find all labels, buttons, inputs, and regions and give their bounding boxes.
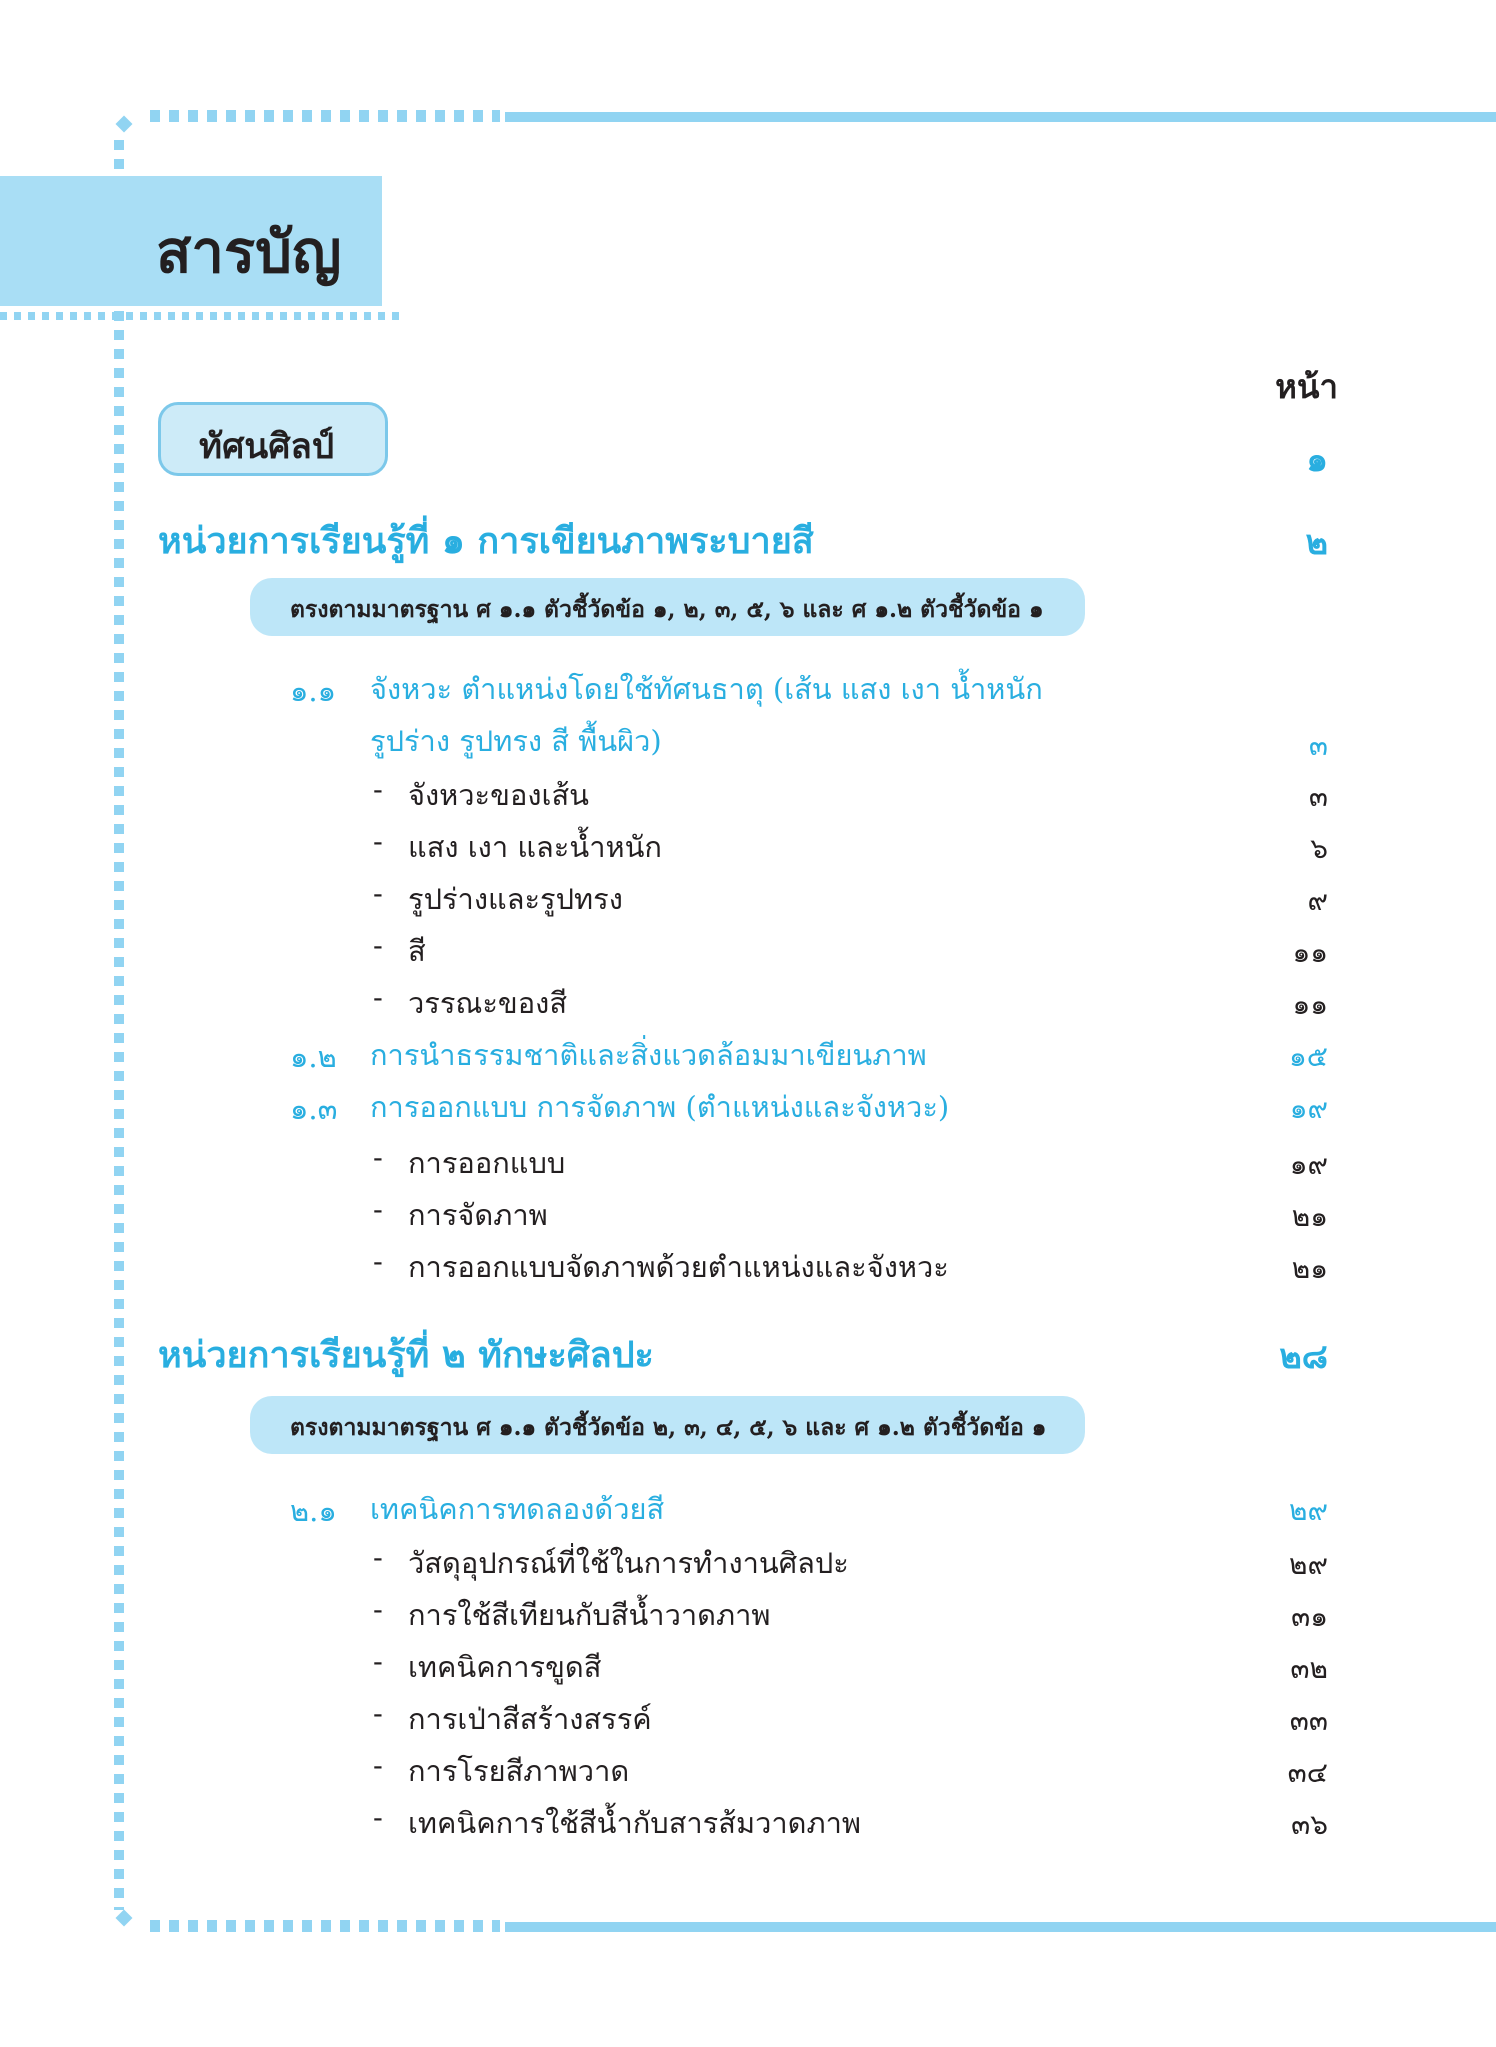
sub-entry: เทคนิคการใช้สีน้ำกับสารส้มวาดภาพ (408, 1806, 861, 1840)
entry-title: เทคนิคการทดลองด้วยสี (370, 1492, 665, 1526)
section-page: ๑ (1306, 440, 1328, 480)
entry-page: ๑๙ (1289, 1092, 1328, 1125)
bullet: - (373, 1800, 383, 1834)
unit-title: หน่วยการเรียนรู้ที่ ๑ การเขียนภาพระบายสี (158, 520, 814, 562)
bullet: - (373, 980, 383, 1014)
title-underline-dots (0, 312, 400, 320)
bullet: - (373, 772, 383, 806)
sub-entry: แสง เงา และน้ำหนัก (408, 830, 662, 864)
section-label: ทัศนศิลป์ (199, 426, 335, 467)
frame-top-line (505, 112, 1496, 122)
frame-corner-bottom (116, 1910, 133, 1927)
bullet: - (373, 928, 383, 962)
sub-entry-page: ๓๔ (1287, 1756, 1328, 1789)
sub-entry: รูปร่างและรูปทรง (408, 882, 623, 916)
unit-page: ๒ (1305, 523, 1328, 563)
bullet: - (373, 1140, 383, 1174)
bullet: - (373, 1696, 383, 1730)
sub-entry: การจัดภาพ (408, 1198, 548, 1232)
entry-number: ๑.๑ (290, 674, 337, 708)
bullet: - (373, 1592, 383, 1626)
sub-entry: การออกแบบ (408, 1146, 566, 1180)
sub-entry-page: ๙ (1307, 884, 1328, 917)
sub-entry: การออกแบบจัดภาพด้วยตำแหน่งและจังหวะ (408, 1250, 949, 1284)
entry-page: ๓ (1308, 729, 1328, 762)
entry-page: ๑๕ (1289, 1040, 1328, 1073)
sub-entry-page: ๓๑ (1291, 1600, 1328, 1633)
sub-entry-page: ๖ (1310, 832, 1328, 865)
sub-entry: การโรยสีภาพวาด (408, 1754, 630, 1788)
sub-entry: การเป่าสีสร้างสรรค์ (408, 1702, 652, 1736)
entry-page: ๒๙ (1289, 1494, 1328, 1527)
frame-left-dots (114, 140, 124, 1910)
entry-title: การนำธรรมชาติและสิ่งแวดล้อมมาเขียนภาพ (370, 1038, 927, 1072)
sub-entry: การใช้สีเทียนกับสีน้ำวาดภาพ (408, 1598, 771, 1632)
frame-bottom-dots (150, 1920, 500, 1932)
frame-bottom-line (505, 1922, 1496, 1932)
frame-corner-top (116, 116, 133, 133)
standard-text: ตรงตามมาตรฐาน ศ ๑.๑ ตัวชี้วัดข้อ ๑, ๒, ๓, ๕, ๖ และ ศ ๑.๒ ตัวชี้วัดข้อ ๑ (290, 596, 1044, 623)
entry-title-continued: รูปร่าง รูปทรง สี พื้นผิว) (370, 724, 662, 758)
unit-page: ๒๘ (1279, 1337, 1328, 1377)
bullet: - (373, 1748, 383, 1782)
entry-number: ๑.๓ (290, 1092, 338, 1126)
bullet: - (373, 824, 383, 858)
standard-pill (250, 1396, 1085, 1454)
entry-title: การออกแบบ การจัดภาพ (ตำแหน่งและจังหวะ) (370, 1090, 950, 1124)
bullet: - (373, 876, 383, 910)
sub-entry: วัสดุอุปกรณ์ที่ใช้ในการทำงานศิลปะ (408, 1546, 849, 1580)
bullet: - (373, 1540, 383, 1574)
sub-entry-page: ๑๑ (1292, 988, 1328, 1021)
bullet: - (373, 1192, 383, 1226)
entry-number: ๑.๒ (290, 1040, 337, 1074)
page-title: สารบัญ (156, 218, 342, 286)
sub-entry-page: ๑๙ (1289, 1148, 1328, 1181)
bullet: - (373, 1244, 383, 1278)
sub-entry: เทคนิคการขูดสี (408, 1650, 602, 1684)
page-column-header: หน้า (1275, 367, 1338, 406)
entry-title: จังหวะ ตำแหน่งโดยใช้ทัศนธาตุ (เส้น แสง เงา น้ำหนัก (370, 672, 1043, 706)
standard-pill (250, 578, 1085, 636)
sub-entry-page: ๓๓ (1289, 1704, 1328, 1737)
sub-entry: จังหวะของเส้น (408, 778, 589, 812)
frame-top-dots (150, 110, 500, 122)
sub-entry-page: ๒๑ (1291, 1200, 1328, 1233)
sub-entry: วรรณะของสี (408, 986, 568, 1020)
section-pill (158, 402, 388, 476)
bullet: - (373, 1644, 383, 1678)
unit-title: หน่วยการเรียนรู้ที่ ๒ ทักษะศิลปะ (158, 1334, 654, 1376)
sub-entry-page: ๒๑ (1291, 1252, 1328, 1285)
sub-entry-page: ๒๙ (1289, 1548, 1328, 1581)
sub-entry-page: ๓๖ (1291, 1808, 1328, 1841)
sub-entry-page: ๑๑ (1292, 936, 1328, 969)
sub-entry-page: ๓ (1308, 780, 1328, 813)
entry-number: ๒.๑ (290, 1494, 337, 1528)
sub-entry-page: ๓๒ (1290, 1652, 1328, 1685)
standard-text: ตรงตามมาตรฐาน ศ ๑.๑ ตัวชี้วัดข้อ ๒, ๓, ๔, ๕, ๖ และ ศ ๑.๒ ตัวชี้วัดข้อ ๑ (290, 1414, 1047, 1441)
sub-entry: สี (408, 934, 426, 968)
